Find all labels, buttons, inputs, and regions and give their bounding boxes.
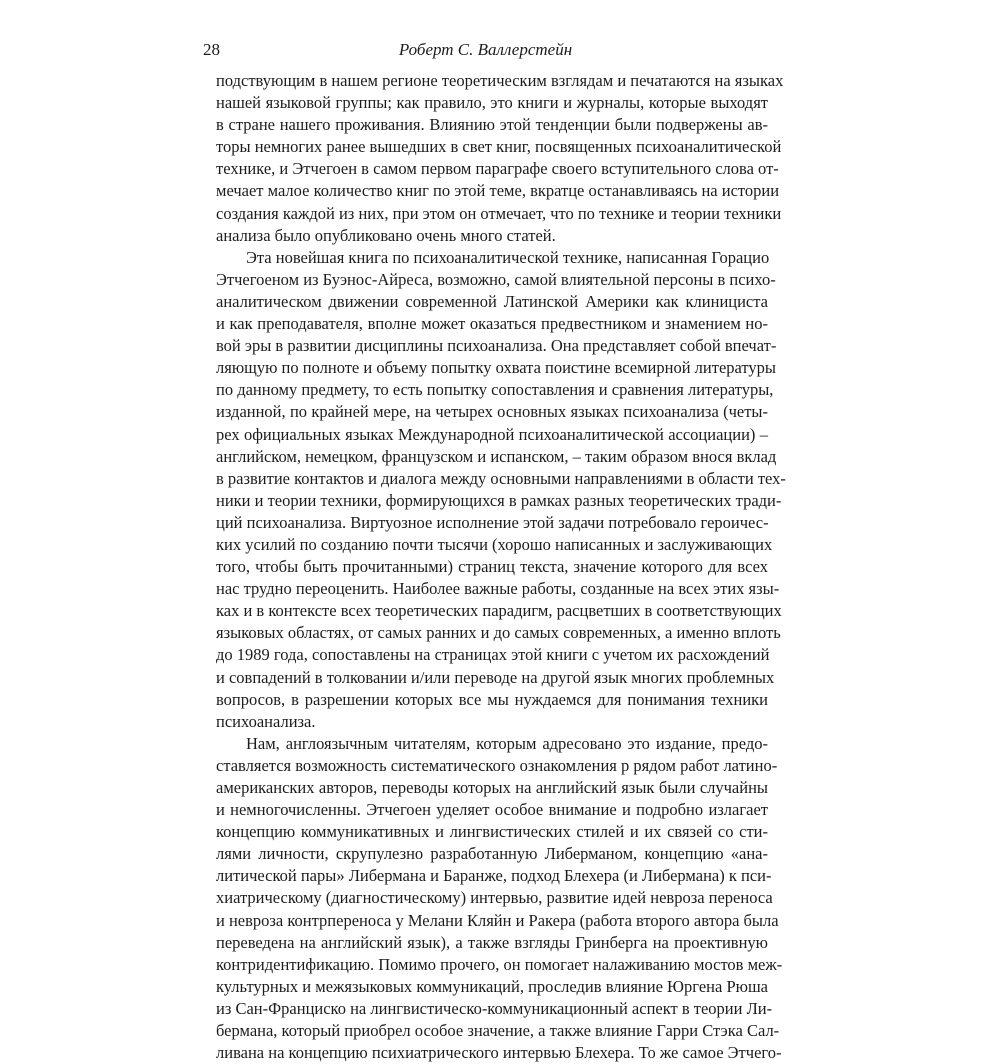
text-line: лями личности, скрупулезно разработанную Либерманом, концепцию «ана- bbox=[216, 844, 768, 864]
body-text bbox=[216, 70, 786, 1064]
text-line: литической пары» Либермана и Баранже, подход Блехера (и Либермана) к пси- bbox=[216, 866, 772, 886]
text-line: Этчегоеном из Буэнос-Айреса, возможно, самой влиятельной персоны в психо- bbox=[216, 269, 776, 289]
text-line: и немногочисленны. Этчегоен уделяет особое внимание и подробно излагает bbox=[216, 800, 768, 820]
text-line: изданной, по крайней мере, на четырех основных языках психоанализа (четы- bbox=[216, 402, 768, 422]
text-line: нашей языковой группы; как правило, это книги и журналы, которые выходят bbox=[216, 93, 768, 113]
text-line: ках и в контексте всех теоретических парадигм, расцветших в соответствующих bbox=[216, 601, 782, 621]
text-line: языковых областях, от самых ранних и до самых современных, а именно вплоть bbox=[216, 623, 781, 643]
text-line: бермана, который приобрел особое значение, а также влияние Гарри Стэка Сал- bbox=[216, 1021, 780, 1041]
text-line: вой эры в развитии дисциплины психоанализа. Она представляет собой впечат- bbox=[216, 336, 777, 356]
text-line: английском, немецком, французском и испанском, – таким образом внося вклад bbox=[216, 446, 777, 466]
text-line: по данному предмету, то есть попытку сопоставления и сравнения литературы, bbox=[216, 380, 774, 400]
text-line: хиатрическому (диагностическому) интервью, развитие идей невроза переноса bbox=[216, 888, 773, 908]
text-line: в стране нашего проживания. Влиянию этой тенденции были подвержены ав- bbox=[216, 115, 768, 135]
text-line: американских авторов, переводы которых на английский язык были случайны bbox=[216, 778, 768, 797]
text-line: ких усилий по созданию почти тысячи (хорошо написанных и заслуживающих bbox=[216, 534, 773, 554]
text-line: ляющую по полноте и объему попытку охвата поистине всемирной литературы bbox=[216, 358, 777, 378]
text-line: нас трудно переоценить. Наиболее важные работы, созданные на всех этих язы- bbox=[216, 579, 780, 599]
text-line: психоанализа. bbox=[216, 711, 316, 731]
text-line: контридентификацию. Помимо прочего, он помогает налаживанию мостов меж- bbox=[216, 954, 783, 974]
text-line: вопросов, в разрешении которых все мы нуждаемся для понимания техники bbox=[216, 689, 768, 709]
text-line: из Сан-Франциско на лингвистическо-коммуникационный аспект в теории Ли- bbox=[216, 998, 773, 1018]
text-line: и совпадений в толковании и/или переводе на другой язык многих проблемных bbox=[216, 667, 775, 687]
page-number: 28 bbox=[203, 40, 220, 59]
text-line: подствующим в нашем регионе теоретическим взглядам и печатаются на языках bbox=[216, 71, 784, 90]
text-line: рех официальных языках Международной психоаналитической ассоциации) – bbox=[216, 424, 768, 444]
text-line: и как преподавателя, вполне может оказаться предвестником и знамением но- bbox=[216, 314, 768, 334]
text-line: до 1989 года, сопоставлены на страницах этой книги с учетом их расхождений bbox=[216, 645, 770, 665]
text-line: ливана на концепцию психиатрического интервью Блехера. То же самое Этчего- bbox=[216, 1043, 782, 1063]
text-line: переведена на английский язык), а также взгляды Гринберга на проективную bbox=[216, 932, 768, 952]
text-line: в развитие контактов и диалога между основными направлениями в области тех- bbox=[216, 468, 786, 488]
text-line: технике, и Этчегоен в самом первом параграфе своего вступительного слова от- bbox=[216, 159, 779, 179]
text-line: и невроза контрпереноса у Мелани Кляйн и Ракера (работа второго автора была bbox=[216, 910, 779, 930]
text-line: аналитическом движении современной Латинской Америки как клинициста bbox=[216, 291, 768, 311]
text-line: анализа было опубликовано очень много статей. bbox=[216, 225, 556, 245]
text-line: Эта новейшая книга по психоаналитической технике, написанная Горацио bbox=[246, 247, 770, 267]
text-line: создания каждой из них, при этом он отмечает, что по технике и теории техники bbox=[216, 203, 782, 223]
text-line: Нам, англоязычным читателям, которым адресовано это издание, предо- bbox=[246, 733, 768, 753]
text-line: ставляется возможность систематического ознакомления р рядом работ латино- bbox=[216, 755, 778, 775]
text-line: культурных и межязыковых коммуникаций, проследив влияние Юргена Рюша bbox=[216, 976, 768, 996]
text-line: торы немногих ранее вышедших в свет книг, посвященных психоаналитической bbox=[216, 137, 782, 157]
text-line: ники и теории техники, формирующихся в рамках разных теоретических тради- bbox=[216, 490, 782, 510]
text-line: ций психоанализа. Виртуозное исполнение этой задачи потребовало героичес- bbox=[216, 512, 769, 532]
text-line: концепцию коммуникативных и лингвистических стилей и их связей со сти- bbox=[216, 822, 768, 842]
page-header bbox=[203, 38, 768, 62]
running-head: Роберт С. Валлерстейн bbox=[398, 40, 573, 59]
text-line: мечает малое количество книг по этой теме, вкратце останавливаясь на истории bbox=[216, 181, 780, 201]
text-line: того, чтобы быть прочитанными) страниц текста, значение которого для всех bbox=[216, 557, 768, 577]
